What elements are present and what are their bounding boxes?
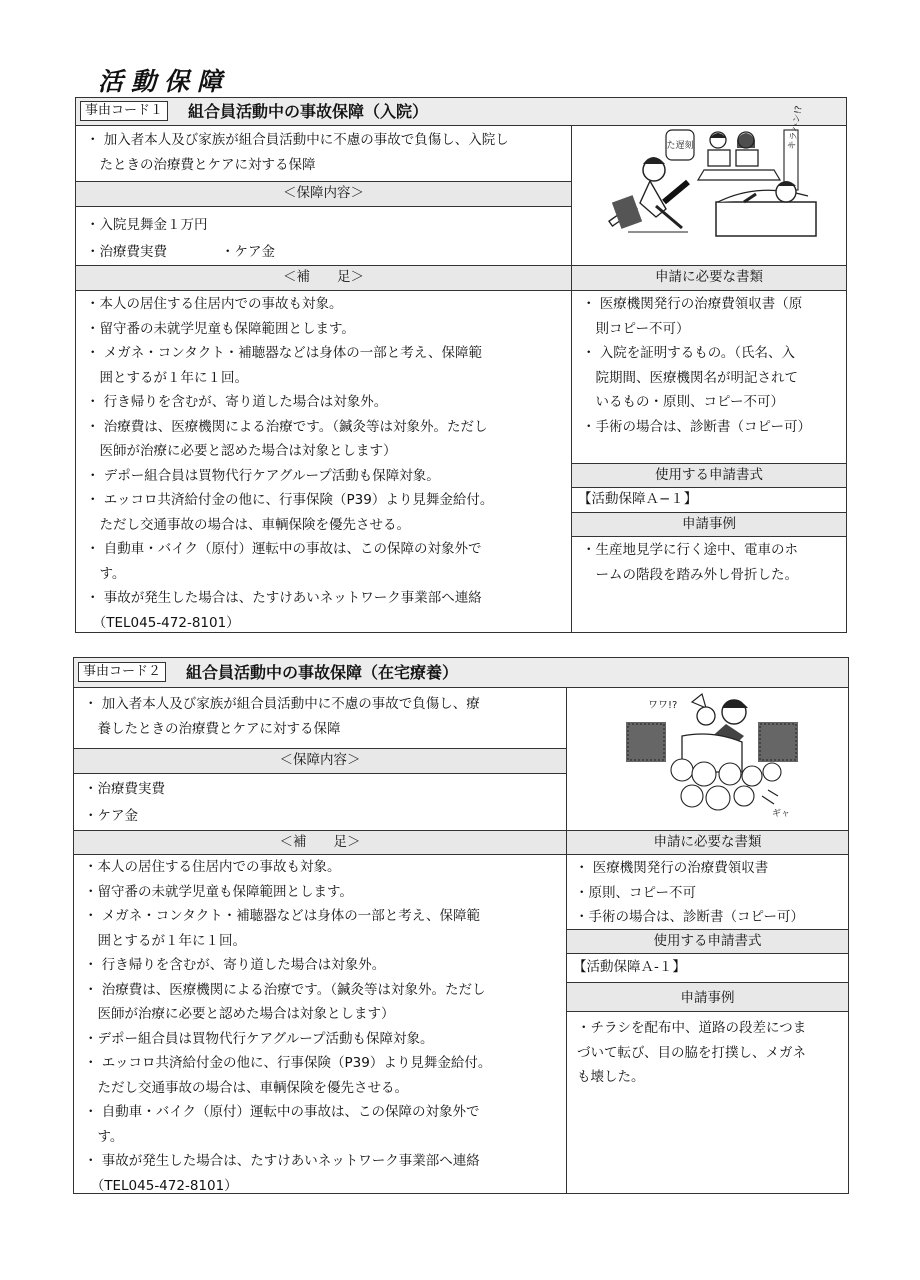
notes-header: ＜補 足＞	[76, 265, 571, 291]
page-title: 活動保障	[98, 67, 231, 96]
coverage-header: ＜保障内容＞	[76, 181, 571, 207]
section-title: 組合員活動中の事故保障（入院）	[188, 102, 429, 121]
form-header: 使用する申請書式	[567, 929, 848, 954]
section-header	[74, 658, 848, 688]
incident-code: 事由コード２	[78, 662, 166, 682]
description: ・ 加入者本人及び家族が組合員活動中に不慮の事故で負傷し、療 養したときの治療費とケアに対する保障	[84, 696, 480, 737]
illustration-text-surprise: ワワ!?	[648, 700, 678, 711]
docs-header: 申請に必要な書類	[572, 265, 846, 291]
example-text: ・チラシを配布中、道路の段差につま づいて転び、目の脇を打撲し、メガネ も壊した。	[577, 1020, 807, 1085]
form-name: 【活動保障Ａ-１】	[573, 959, 686, 975]
example-text: ・生産地見学に行く途中、電車のホ ームの階段を踏み外し骨折した。	[582, 542, 798, 583]
coverage-header: ＜保障内容＞	[74, 748, 566, 774]
illustration-hospital-scene	[606, 105, 822, 248]
example-header: 申請事例	[567, 982, 848, 1012]
example-header: 申請事例	[572, 512, 846, 537]
docs-header: 申請に必要な書類	[567, 830, 848, 855]
docs-list: ・ 医療機関発行の治療費領収書 ・原則、コピー不可 ・手術の場合は、診断書（コピー可）	[575, 860, 804, 925]
notes-list: ・本人の居住する住居内での事故も対象。 ・留守番の未就学児童も保障範囲とします。 ・ メガネ・コンタクト・補聴器などは身体の一部と考え、保障範 囲とするが１年に１回。 ・ 行き帰りを含むが、寄り道した場合は対象外。 ・ 治療費は、医療機関による治療です。（鍼灸等は対象外。ただし 医師が治療に必要と認めた場合は対象とします） ・ デポー組合員は買物代行ケアグループ活動も保障対象。 ・ エッコロ共済給付金の他に、行事保険（P39）より見舞金給付。 ただし交通事故の場合は、車輌保険を優先させる。 ・ 自動車・バイク（原付）運転中の事故は、この保障の対象外で す。 ・ 事故が発生した場合は、たすけあいネットワーク事業部へ連絡 （TEL045-472-8101）	[86, 296, 494, 631]
coverage-list: ・治療費実費 ・ケア金	[84, 781, 165, 824]
docs-list: ・ 医療機関発行の治療費領収書（原 則コピー不可） ・ 入院を証明するもの。（氏名、入 院期間、医療機関名が明記されて いるもの・原則、コピー不可） ・手術の場合は、診断書（コピー可）	[582, 296, 811, 435]
illustration-text-late: た遅刻	[666, 141, 694, 151]
section-1	[75, 97, 847, 633]
section-2	[73, 657, 849, 1194]
illustration-text-crash: ギャ	[772, 809, 791, 819]
notes-header: ＜補 足＞	[74, 830, 566, 855]
form-header: 使用する申請書式	[572, 463, 846, 488]
section-header	[76, 98, 846, 126]
form-name: 【活動保障Ａ−１】	[578, 491, 698, 507]
coverage-list: ・入院見舞金１万円 ・治療費実費 ・ケア金	[86, 217, 275, 260]
section-title: 組合員活動中の事故保障（在宅療養）	[186, 663, 459, 682]
notes-list: ・本人の居住する住居内での事故も対象。 ・留守番の未就学児童も保障範囲とします。 ・ メガネ・コンタクト・補聴器などは身体の一部と考え、保障範 囲とするが１年に１回。 ・ 行き帰りを含むが、寄り道した場合は対象外。 ・ 治療費は、医療機関による治療です。（鍼灸等は対象外。ただし 医師が治療に必要と認めた場合は対象とします） ・デポー組合員は買物代行ケアグループ活動も保障対象。 ・ エッコロ共済給付金の他に、行事保険（P39）より見舞金給付。 ただし交通事故の場合は、車輌保険を優先させる。 ・ 自動車・バイク（原付）運転中の事故は、この保障の対象外で す。 ・ 事故が発生した場合は、たすけあいネットワーク事業部へ連絡 （TEL045-472-8101）	[84, 859, 492, 1194]
illustration-street-fall	[622, 692, 802, 822]
illustration-text-sign: キラハン!?	[787, 105, 805, 151]
description: ・ 加入者本人及び家族が組合員活動中に不慮の事故で負傷し、入院し たときの治療費とケアに対する保障	[86, 132, 509, 173]
incident-code: 事由コード１	[80, 101, 168, 121]
